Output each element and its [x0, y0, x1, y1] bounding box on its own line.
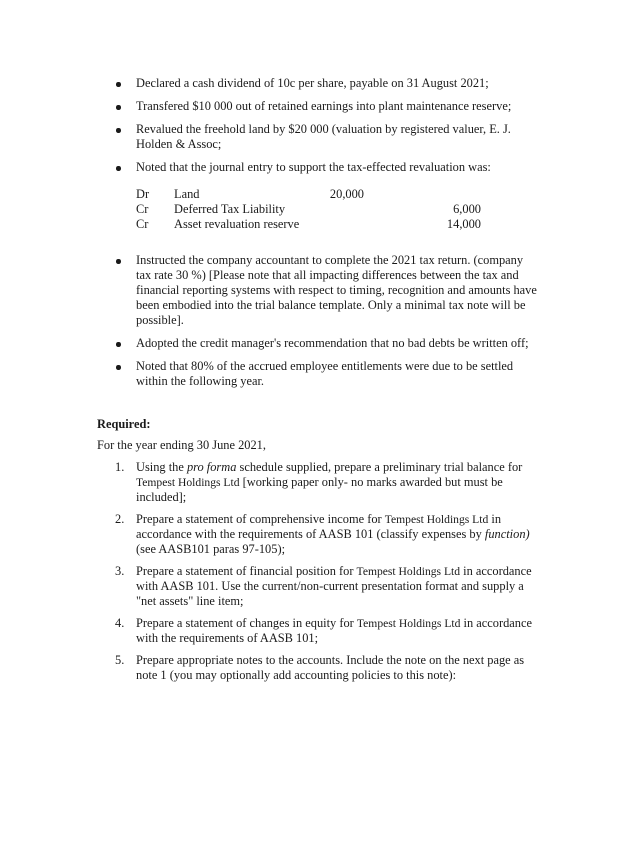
item-number: 1.: [115, 460, 125, 474]
journal-account: Asset revaluation reserve: [174, 217, 300, 231]
bullet-text: Transfered $10 000 out of retained earnings into plant maintenance reserve;: [136, 99, 512, 113]
journal-row: [136, 217, 496, 232]
item-text: schedule supplied, prepare a preliminary trial balance for: [236, 460, 523, 474]
bullet-item: [0, 359, 540, 389]
company-name: Tempest Holdings Ltd: [384, 513, 489, 526]
item-text: in accordance with the requirements of AASB 101 (classify expenses by: [136, 512, 502, 541]
bullet-dot-icon: [116, 105, 121, 110]
required-item: [0, 512, 546, 557]
bullet-list-top: [0, 76, 640, 183]
item-text: in accordance with AASB 101. Use the current/non-current presentation format and supply a "net assets" line item;: [136, 564, 532, 608]
item-text: Prepare appropriate notes to the accounts. Include the note on the next page as note 1 (you may optionally add accounting policies to this note):: [136, 653, 525, 682]
required-list: [0, 460, 640, 690]
bullet-dot-icon: [116, 259, 121, 264]
bullet-item: [0, 160, 540, 175]
bullet-item: [0, 336, 540, 351]
item-number: 3.: [115, 564, 125, 578]
required-item: [0, 460, 546, 505]
item-number: 2.: [115, 512, 125, 526]
bullet-dot-icon: [116, 166, 121, 171]
item-text: Using the: [136, 460, 187, 474]
journal-side: Cr: [136, 202, 149, 216]
required-item: [0, 564, 546, 609]
item-text: Prepare a statement of changes in equity for: [136, 616, 357, 630]
item-emphasis: pro forma: [186, 460, 237, 474]
bullet-dot-icon: [116, 365, 121, 370]
bullet-item: [0, 76, 540, 91]
bullet-text: Revalued the freehold land by $20 000 (valuation by registered valuer, E. J. Holden & Assoc;: [136, 122, 511, 151]
item-number: 4.: [115, 616, 125, 630]
company-name: Tempest Holdings Ltd: [356, 565, 461, 578]
item-number: 5.: [115, 653, 125, 667]
bullet-item: [0, 122, 540, 152]
required-heading: Required:: [97, 417, 151, 431]
journal-side: Dr: [136, 187, 150, 201]
bullet-item: [0, 253, 540, 328]
required-item: [0, 616, 546, 646]
bullet-text: Noted that the journal entry to support the tax-effected revaluation was:: [136, 160, 491, 174]
item-text: in accordance with the requirements of AASB 101;: [136, 616, 532, 645]
bullet-text: Instructed the company accountant to complete the 2021 tax return. (company tax rate 30 %) [Please note that all impacting differences between the tax and financial reporting systems with respect to timing, recognition and amounts have been embodied into the trial balance template. Only a minimal tax note will be possible].: [136, 253, 537, 327]
journal-row: [136, 202, 496, 217]
journal-credit: 6,000: [453, 202, 481, 216]
journal-account: Land: [174, 187, 200, 201]
journal-side: Cr: [136, 217, 149, 231]
journal-entry: [136, 187, 496, 232]
bullet-list-bottom: [0, 253, 640, 397]
journal-account: Deferred Tax Liability: [174, 202, 286, 216]
item-text: [working paper only- no marks awarded but must be included];: [136, 475, 503, 504]
company-name: Tempest Holdings Ltd: [136, 476, 240, 489]
bullet-text: Declared a cash dividend of 10c per share, payable on 31 August 2021;: [136, 76, 489, 90]
required-item: [0, 653, 546, 683]
bullet-dot-icon: [116, 82, 121, 87]
bullet-item: [0, 99, 540, 114]
bullet-dot-icon: [116, 128, 121, 133]
bullet-dot-icon: [116, 342, 121, 347]
bullet-text: Noted that 80% of the accrued employee entitlements were due to be settled within the following year.: [136, 359, 514, 388]
bullet-text: Adopted the credit manager's recommendation that no bad debts be written off;: [136, 336, 529, 350]
item-text: Prepare a statement of financial position for: [136, 564, 357, 578]
journal-credit: 14,000: [446, 217, 481, 231]
journal-debit: 20,000: [329, 187, 364, 201]
item-text: (see AASB101 paras 97-105);: [136, 542, 286, 556]
required-intro: For the year ending 30 June 2021,: [97, 438, 266, 452]
journal-row: [136, 187, 496, 202]
item-text: Prepare a statement of comprehensive income for: [136, 512, 385, 526]
item-emphasis: function): [484, 527, 530, 541]
company-name: Tempest Holdings Ltd: [356, 617, 461, 630]
